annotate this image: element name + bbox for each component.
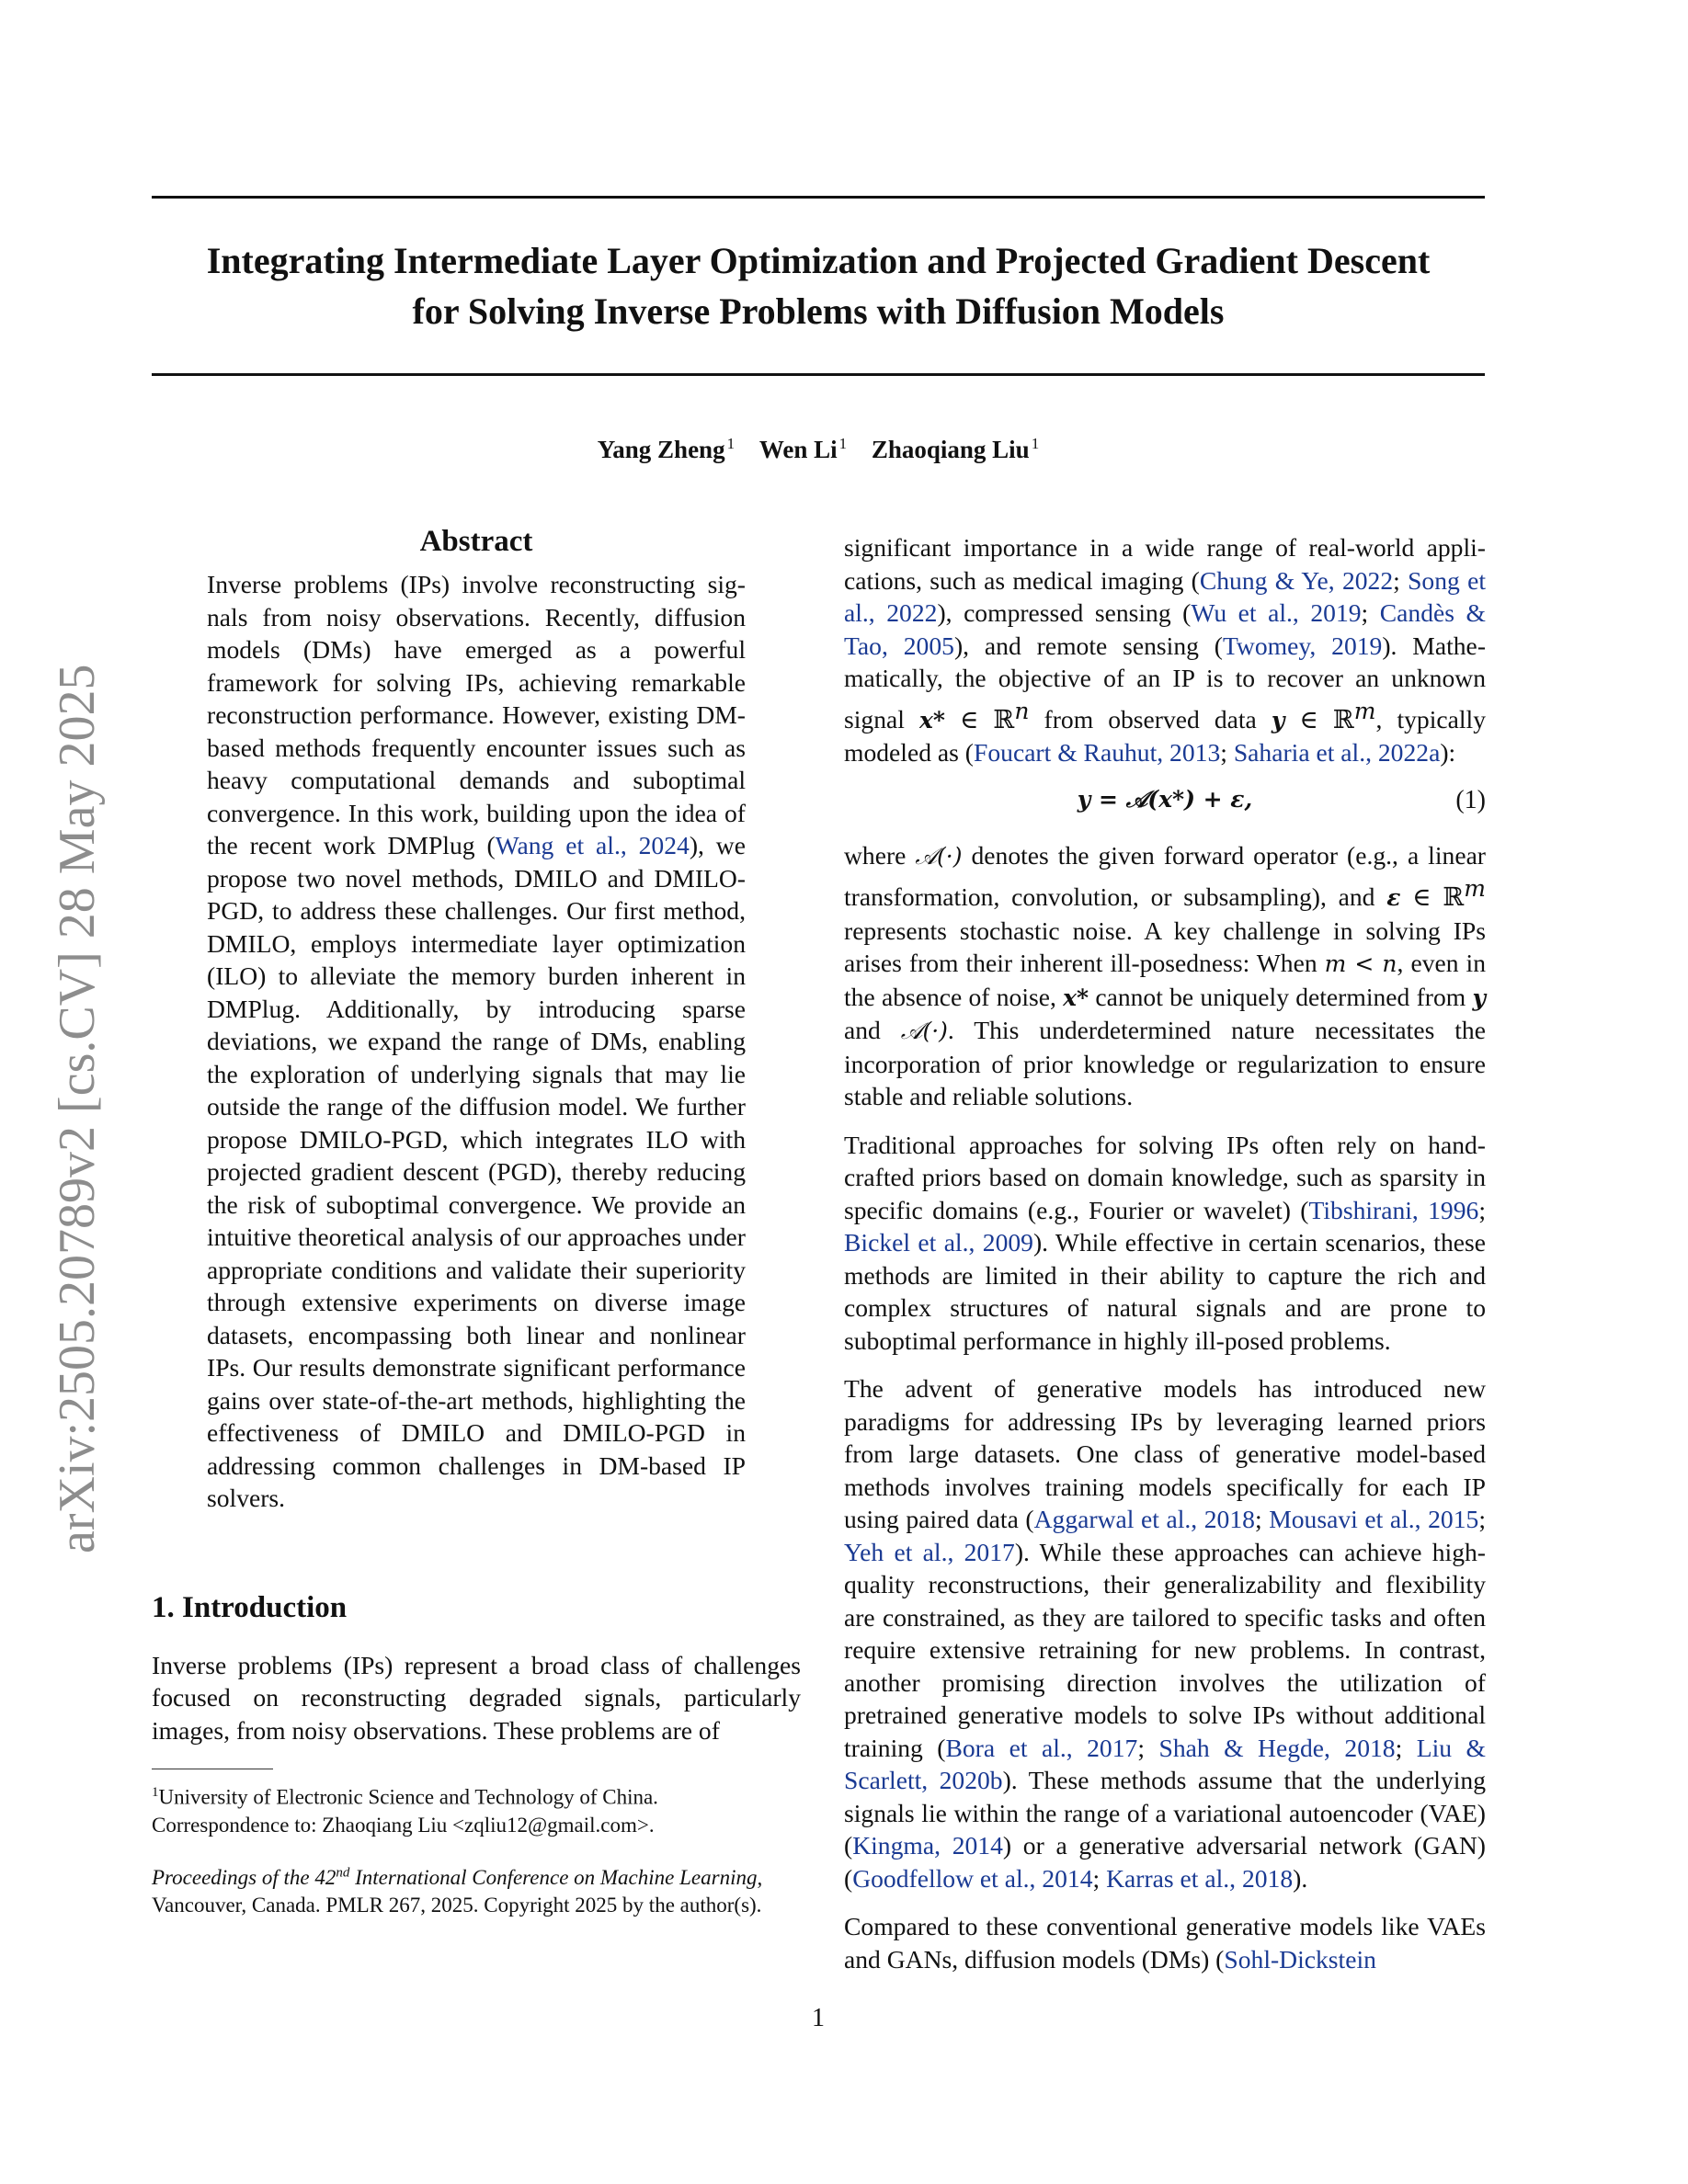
- citation-link[interactable]: Foucart & Rauhut, 2013: [974, 738, 1221, 768]
- abstract-section: [207, 524, 746, 1515]
- math-symbol: m < n: [1324, 950, 1397, 978]
- citation-link[interactable]: Chung & Ye, 2022: [1199, 565, 1394, 595]
- citation-link[interactable]: Saharia et al., 2022a: [1233, 738, 1441, 768]
- citation-link[interactable]: Mousavi et al., 2015: [1269, 1505, 1479, 1534]
- right-column: [844, 531, 1486, 1975]
- arxiv-identifier-stamp: arXiv:2505.20789v2 [cs.CV] 28 May 2025: [49, 664, 106, 1553]
- equation-number: (1): [1455, 785, 1486, 814]
- equation-body: y = 𝒜(x*) + ε,: [1077, 785, 1253, 813]
- body-paragraph: Compared to these conventional generative models like VAEs and GANs, diffusion models (DMs) (Sohl-Dickstein: [844, 1912, 1486, 1974]
- affiliation-mark: 1: [838, 435, 848, 452]
- math-symbol: y: [1472, 984, 1486, 1011]
- title-bottom-rule: [152, 373, 1485, 376]
- footnote-mark: 1: [152, 1785, 159, 1800]
- math-symbol: ε: [1386, 884, 1401, 912]
- page-number: 1: [812, 2004, 825, 2032]
- equation-1: [844, 786, 1486, 819]
- math-symbol: 𝒜(·): [900, 1018, 948, 1045]
- citation-link[interactable]: Kingma, 2014: [852, 1831, 1003, 1860]
- venue-name: Proceedings of the 42nd International Conference on Machine Learning: [152, 1865, 758, 1890]
- section-heading: 1. Introduction: [152, 1590, 348, 1624]
- citation-link[interactable]: Shah & Hegde, 2018: [1158, 1733, 1396, 1762]
- math-symbol: x*: [1063, 984, 1089, 1011]
- left-column: [152, 524, 801, 1919]
- title-line-1: Integrating Intermediate Layer Optimization and Projected Gradient Descent: [206, 240, 1431, 281]
- author: Zhaoqiang Liu $^1$: [871, 435, 1040, 463]
- citation-link[interactable]: Bickel et al., 2009: [844, 1228, 1033, 1257]
- abstract-body: Inverse problems (IPs) involve reconstructing signals from noisy observations. Recently, diffusion models (DMs) have emerged as a powerful framework for solving IPs, achieving remarkable reconstruction performance. However, existing DM-based methods frequently encounter issues such as heavy computational demands and suboptimal convergence. In this work, building upon the idea of the recent work DMPlug (Wang et al., 2024), we propose two novel methods, DMILO and DMILO-PGD, to address these challenges. Our first method, DMILO, employs intermediate layer optimization (ILO) to alleviate the memory burden inherent in DMPlug. Additionally, by introducing sparse deviations, we expand the range of DMs, enabling the exploration of underlying signals that may lie outside the range of the diffusion model. We further propose DMILO-PGD, which integrates ILO with projected gradient descent (PGD), thereby reducing the risk of suboptimal convergence. We provide an intuitive theoretical analysis of our approaches under appropriate conditions and validate their superiority through extensive experiments on diverse image datasets, encompassing both linear and nonlinear IPs. Our results demonstrate significant performance gains over state-of-the-art methods, highlighting the effectiveness of DMILO and DMILO-PGD in addressing common challenges in DM-based IP solvers.: [207, 570, 746, 1512]
- citation-link[interactable]: Song et al., 2022: [844, 565, 1486, 627]
- citation-link[interactable]: Liu & Scarlett, 2020b: [844, 1733, 1486, 1795]
- citation-link[interactable]: Tibshirani, 1996: [1308, 1195, 1479, 1224]
- body-paragraph: significant importance in a wide range of real-world applications, such as medical imaging (Chung & Ye, 2022; Song et al., 2022), compressed sensing (Wu et al., 2019; Candès & Tao, 2005), and remote sensing (Twomey, 2019). Mathematically, the objective of an IP is to recover an unknown signal x* ∈ ℝ$^n$ from observed data y ∈ ℝ$^m$, typically modeled as (Foucart & Rauhut, 2013; Saharia et al., 2022a):: [844, 533, 1487, 768]
- affiliation-mark: 1: [726, 435, 736, 452]
- citation-link[interactable]: Candès & Tao, 2005: [844, 598, 1486, 660]
- body-paragraph: Traditional approaches for solving IPs often rely on handcrafted priors based on domain knowledge, such as sparsity in specific domains (e.g., Fourier or wavelet) (Tibshirani, 1996; Bickel et al., 2009). While effective in certain scenarios, these methods are limited in their ability to capture the rich and complex structures of natural signals and are prone to suboptimal performance in highly ill-posed problems.: [844, 1130, 1486, 1355]
- affiliation-mark: 1: [1031, 435, 1040, 452]
- title-line-2: for Solving Inverse Problems with Diffusion Models: [412, 290, 1225, 332]
- citation-link[interactable]: Wu et al., 2019: [1191, 598, 1362, 627]
- citation-link[interactable]: Sohl-Dickstein: [1224, 1944, 1376, 1974]
- proceedings-note: Proceedings of the 42nd International Conference on Machine Learning, Vancouver, Canada. PMLR 267, 2025. Copyright 2025 by the author(s).: [152, 1865, 763, 1917]
- citation-link[interactable]: Karras et al., 2018: [1106, 1863, 1294, 1893]
- footnote: $^1$University of Electronic Science and Technology of China. Correspondence to: Zhaoqiang Liu <zqliu12@gmail.com>.: [152, 1785, 658, 1837]
- top-rule: [152, 196, 1485, 199]
- math-symbol: y: [1271, 706, 1285, 734]
- citation-link[interactable]: Wang et al., 2024: [495, 831, 690, 859]
- intro-paragraph: Inverse problems (IPs) represent a broad class of challenges focused on reconstructing degraded signals, particularly images, from noisy observations. These problems are of: [152, 1650, 801, 1745]
- citation-link[interactable]: Goodfellow et al., 2014: [852, 1863, 1093, 1893]
- citation-link[interactable]: Twomey, 2019: [1223, 631, 1383, 660]
- math-symbol: x*: [918, 706, 945, 734]
- paper-title: [152, 235, 1485, 336]
- body-paragraph: The advent of generative models has introduced new paradigms for addressing IPs by leveraging learned priors from large datasets. One class of generative model-based methods involves training models specifically for each IP using paired data (Aggarwal et al., 2018; Mousavi et al., 2015; Yeh et al., 2017). While these approaches can achieve high-quality reconstructions, their generalizability and flexibility are constrained, as they are tailored to specific tasks and often require extensive retraining for new problems. In contrast, another promising direction involves the utilization of pretrained generative models to solve IPs without additional training (Bora et al., 2017; Shah & Hegde, 2018; Liu & Scarlett, 2020b). These methods assume that the underlying signals lie within the range of a variational autoencoder (VAE) (Kingma, 2014) or a generative adversarial network (GAN) (Goodfellow et al., 2014; Karras et al., 2018).: [844, 1374, 1486, 1893]
- citation-link[interactable]: Yeh et al., 2017: [844, 1537, 1015, 1566]
- body-paragraph: where 𝒜(·) denotes the given forward operator (e.g., a linear transformation, convolution, or subsampling), and ε ∈ ℝ$^m$ represents stochastic noise. A key challenge in solving IPs arises from their inherent ill-posedness: When m < n, even in the absence of noise, x* cannot be uniquely determined from y and 𝒜(·). This underdetermined nature necessitates the incorporation of prior knowledge or regularization to ensure stable and reliable solutions.: [844, 840, 1487, 1111]
- citation-link[interactable]: Bora et al., 2017: [945, 1733, 1138, 1762]
- author-list: [152, 435, 1485, 464]
- author: Wen Li $^1$: [758, 435, 848, 463]
- citation-link[interactable]: Aggarwal et al., 2018: [1033, 1505, 1255, 1534]
- abstract-heading: Abstract: [419, 525, 533, 558]
- author: Yang Zheng $^1$: [597, 435, 736, 463]
- math-symbol: 𝒜(·): [915, 842, 963, 870]
